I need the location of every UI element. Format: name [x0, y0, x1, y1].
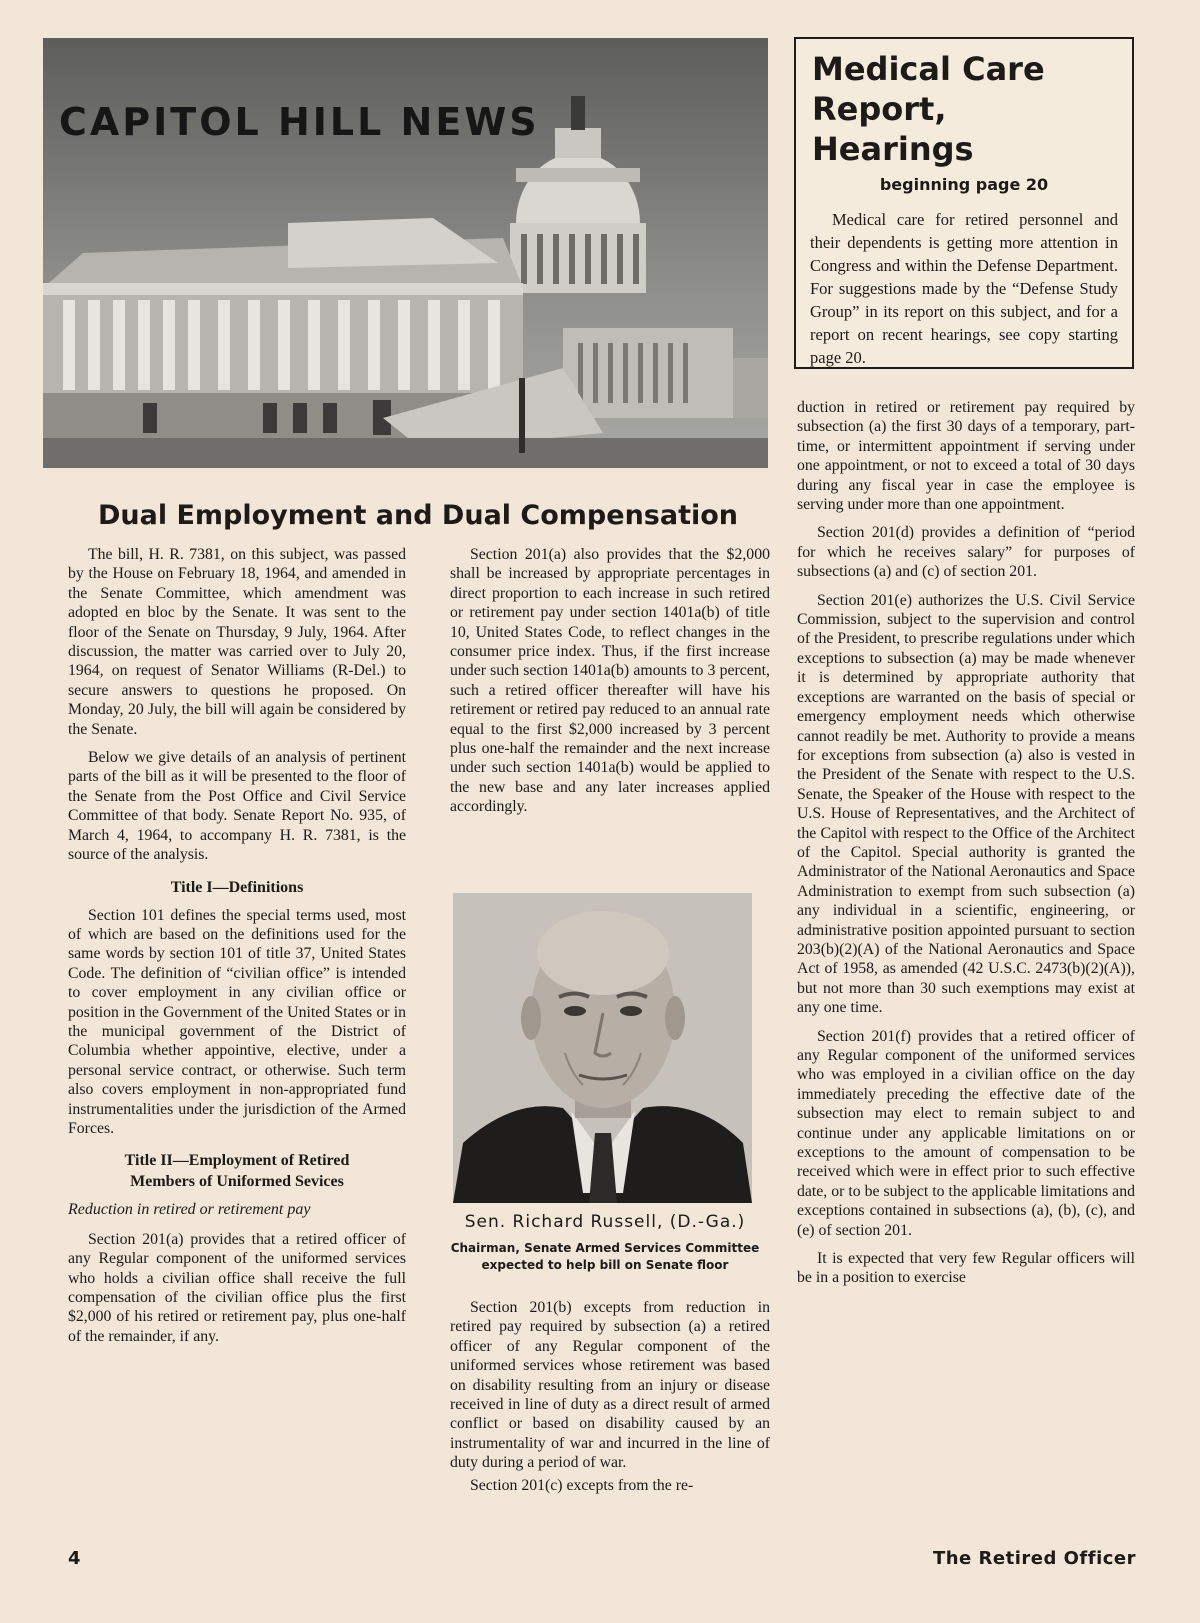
- paragraph: It is expected that very few Regular officers will be in a position to exercise: [797, 1250, 1135, 1287]
- section-title-line: Members of Uniformed Sevices: [130, 1173, 344, 1191]
- sidebar-body: Medical care for retired personnel and their dependents is getting more attention in Congress and within the Defense Department. For suggestions made by the “Defense Study Group” in its report on this subject, and for a report on recent hearings, see copy starting page 20.: [810, 210, 1118, 367]
- sidebar-title-line2: Report, Hearings: [812, 90, 974, 168]
- caption-line: expected to help bill on Senate floor: [481, 1258, 729, 1272]
- paragraph: Section 201(b) excepts from reduction in retired pay required by subsection (a) a retired officer of any Regular component of the uniformed services whose retirement was based on disability resulting from an injury or disease received in line of duty as a direct result of armed conflict or based on disability caused by an instrumentality of war and incurred in the line of duty during a period of war.: [450, 1299, 770, 1472]
- paragraph: Section 201(d) provides a definition of “period for which he receives salary” for purposes of subsections (a) and (c) of section 201.: [797, 524, 1135, 581]
- senator-portrait-photo: [453, 893, 752, 1203]
- paragraph: duction in retired or retirement pay required by subsection (a) the first 30 days of a temporary, part-time, or intermittent appointment if serving under one appointment, or not to exceed a total of 30 days during any fiscal year in case the employee is serving under more than one appointment.: [797, 399, 1135, 514]
- paragraph: Below we give details of an analysis of pertinent parts of the bill as it will be presented to the floor of the Senate from the Post Office and Civil Service Committee of that body. Senate Report No. 935, of March 4, 1964, to accompany H. R. 7381, is the source of the analysis.: [68, 749, 406, 864]
- section-title-line: Title II—Employment of Retired: [124, 1152, 350, 1170]
- paragraph: Section 201(a) provides that a retired officer of any Regular component of the uniformed services who holds a civilian office shall receive the full compensation of the civilian office plus the first $2,000 of his retired or retirement pay, plus one-half of the remainder, if any.: [68, 1230, 406, 1345]
- journal-name: The Retired Officer: [932, 1548, 1136, 1569]
- section-title-definitions: Title I—Definitions: [170, 878, 304, 896]
- sidebar-title-line1: Medical Care: [812, 50, 1045, 88]
- page-number: 4: [68, 1548, 81, 1569]
- article-column-2-bottom: [450, 1298, 770, 1504]
- sidebar-subtitle: beginning page 20: [879, 175, 1049, 194]
- paragraph: Section 201(f) provides that a retired officer of any Regular component of the uniformed services who was employed in a civilian office on the day immediately preceding the effective date of the subsection may elect to remain subject to and continue under any applicable limitations on or exceptions to the amount of compensation to be received which were in effect prior to such effective date, or to be subject to the applicable limitations and exceptions contained in subsections (a), (b), (c), and (e) of section 201.: [797, 1027, 1135, 1239]
- article-column-3: [797, 398, 1135, 1297]
- hero-title: CAPITOL HILL NEWS: [59, 100, 540, 144]
- photo-caption-subtitle: [432, 1240, 778, 1274]
- medical-care-sidebar: [794, 37, 1134, 369]
- section-subtitle-reduction: Reduction in retired or retirement pay: [68, 1201, 311, 1219]
- paragraph: Section 201(a) also provides that the $2,000 shall be increased by appropriate percentages in direct proportion to each increase in such retired or retirement pay under section 1401a(b) of title 10, United States Code, to reflect changes in the consumer price index. Thus, if the first increase under such section 1401a(b) amounts to 3 percent, such a retired officer thereafter will have his retirement or retired pay reduced to an annual rate equal to the first $2,000 increased by 3 percent plus one-half the remainder and the next increase under such section 1401a(b) would be applied to the new base and any later increases applied accordingly.: [450, 546, 770, 816]
- article-column-1: [68, 545, 406, 1355]
- paragraph: The bill, H. R. 7381, on this subject, was passed by the House on February 18, 1964, and amended in the Senate Committee, which amendment was adopted en bloc by the Senate. It was sent to the floor of the Senate on Thursday, 9 July, 1964. After discussion, the matter was carried over to July 20, 1964, on request of Senator Williams (R-Del.) to secure answers to questions he proposed. On Monday, 20 July, the bill will again be considered by the Senate.: [68, 546, 406, 738]
- paragraph: Section 101 defines the special terms used, most of which are based on the definitions used for the same words by section 101 of title 37, United States Code. The definition of “civilian office” is intended to cover employment in any civilian office or position in the Government of the United States or in the municipal government of the District of Columbia whether appointive, elective, under a personal service contract, or otherwise. Such term also covers employment in non-appropriated fund instrumentalities under the jurisdiction of the Armed Forces.: [68, 906, 406, 1137]
- caption-line: Chairman, Senate Armed Services Committee: [450, 1241, 760, 1255]
- photo-caption-name: Sen. Richard Russell, (D.-Ga.): [464, 1212, 746, 1232]
- section-title-employment: [68, 1150, 406, 1192]
- paragraph: Section 201(e) authorizes the U.S. Civil Service Commission, subject to the supervision and control of the President, to prescribe regulations under which exceptions to subsection (a) may be made whenever it is determined by appropriate authority that exceptions are warranted on the basis of special or emergency employment needs which otherwise cannot readily be met. Authority to provide a means for exceptions from subsection (a) also is vested in the President of the Senate with respect to the U.S. Senate, the Speaker of the House with respect to the U.S. House of Representatives, and the Architect of the Capitol with respect to the Office of the Architect of the Capitol. Special authority is granted the Administrator of the National Aeronautics and Space Administration to exempt from such subsection (a) any individual in a scientific, engineering, or administrative position appointed pursuant to section 203(b)(2)(A) of the National Aeronautics and Space Act of 1958, as amended (42 U.S.C. 2473(b)(2)(A)), but not more than 30 such exemptions may exist at any one time.: [797, 591, 1135, 1017]
- paragraph: Section 201(c) excepts from the re-: [470, 1476, 694, 1494]
- portrait-icon: [453, 893, 752, 1203]
- article-headline: Dual Employment and Dual Compensation: [97, 500, 739, 531]
- article-column-2: [450, 545, 770, 826]
- capitol-hero-photo: [43, 38, 768, 468]
